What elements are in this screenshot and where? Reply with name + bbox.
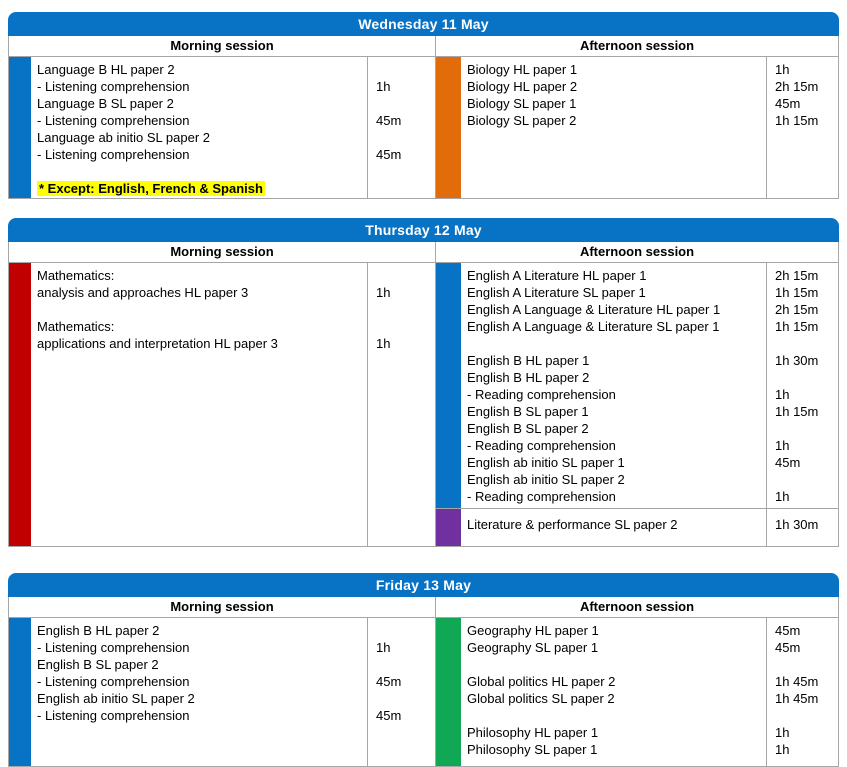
exam-line	[467, 420, 762, 437]
duration-line	[775, 639, 838, 656]
morning-session-cell	[9, 618, 435, 766]
duration-line	[775, 386, 838, 403]
exam-duration: 2h 15m	[775, 268, 819, 283]
duration-line	[376, 301, 435, 318]
exam-line	[467, 369, 762, 386]
duration-line	[376, 112, 435, 129]
afternoon-session-cell	[435, 263, 838, 546]
duration-line	[775, 112, 838, 129]
exam-duration: 1h 15m	[775, 404, 819, 419]
session-header-row	[9, 597, 838, 618]
duration-line	[376, 673, 435, 690]
exam-name: Literature & performance SL paper 2	[467, 517, 678, 532]
afternoon-color-bar	[436, 57, 461, 198]
day-header: Thursday 12 May	[8, 218, 839, 242]
exam-duration: 45m	[376, 674, 402, 689]
exam-duration: 1h	[775, 387, 790, 402]
exam-name: English B HL paper 2	[467, 370, 590, 385]
day-box	[8, 242, 839, 547]
duration-line	[775, 673, 838, 690]
exam-line	[37, 112, 363, 129]
exam-name: Geography HL paper 1	[467, 623, 599, 638]
exam-duration: 45m	[775, 96, 801, 111]
duration-line	[775, 741, 838, 758]
duration-line	[376, 61, 435, 78]
duration-line	[775, 335, 838, 352]
content-row	[9, 263, 838, 546]
exam-line	[37, 163, 363, 180]
session-block	[9, 57, 435, 198]
duration-list	[367, 618, 435, 766]
afternoon-session-header: Afternoon session	[435, 597, 838, 617]
duration-line	[775, 352, 838, 369]
exam-name: - Listening comprehension	[37, 640, 190, 655]
exam-duration: 1h	[376, 285, 391, 300]
exam-name: Philosophy SL paper 1	[467, 742, 598, 757]
exam-name: Mathematics:	[37, 268, 115, 283]
exam-name: Language ab initio SL paper 2	[37, 130, 210, 145]
exam-duration: 1h	[376, 79, 391, 94]
duration-line	[775, 471, 838, 488]
session-block	[9, 263, 435, 546]
exam-line	[37, 707, 363, 724]
duration-list	[766, 57, 838, 198]
exam-duration: 1h 30m	[775, 517, 819, 532]
exam-list	[31, 263, 367, 546]
exam-line	[467, 707, 762, 724]
exam-name: English ab initio SL paper 2	[467, 472, 625, 487]
day-table	[8, 218, 839, 547]
exam-line	[37, 61, 363, 78]
exam-line	[467, 335, 762, 352]
morning-color-bar	[9, 618, 31, 766]
content-row	[9, 618, 838, 766]
duration-line	[376, 95, 435, 112]
afternoon-session-cell	[435, 57, 838, 198]
exam-line	[467, 690, 762, 707]
duration-line	[775, 318, 838, 335]
duration-line	[775, 707, 838, 724]
exam-name: Philosophy HL paper 1	[467, 725, 599, 740]
exam-name: - Listening comprehension	[37, 79, 190, 94]
exam-duration: 2h 15m	[775, 302, 819, 317]
duration-line	[775, 78, 838, 95]
duration-line	[775, 622, 838, 639]
exam-name: - Listening comprehension	[37, 147, 190, 162]
duration-line	[775, 690, 838, 707]
exam-line	[37, 267, 363, 284]
exam-line	[467, 741, 762, 758]
exam-duration: 1h	[376, 640, 391, 655]
exam-duration: 45m	[775, 640, 801, 655]
duration-line	[775, 656, 838, 673]
exam-name: English A Literature SL paper 1	[467, 285, 646, 300]
morning-color-bar	[9, 57, 31, 198]
exam-name: Language B SL paper 2	[37, 96, 174, 111]
session-block	[9, 618, 435, 766]
duration-line	[775, 403, 838, 420]
exam-duration: 1h 15m	[775, 113, 819, 128]
exam-duration: 45m	[376, 147, 402, 162]
exam-name: English B SL paper 1	[467, 404, 589, 419]
morning-session-header: Morning session	[170, 38, 274, 53]
duration-line	[376, 180, 435, 197]
exam-name: - Listening comprehension	[37, 708, 190, 723]
duration-line	[775, 454, 838, 471]
exam-line	[37, 335, 363, 352]
exam-line	[37, 622, 363, 639]
exam-name: - Listening comprehension	[37, 674, 190, 689]
exam-line	[37, 301, 363, 318]
morning-session-header: Morning session	[170, 244, 274, 259]
duration-line	[775, 724, 838, 741]
exam-line	[467, 318, 762, 335]
exam-name: applications and interpretation HL paper 3	[37, 336, 278, 351]
duration-line	[775, 95, 838, 112]
exam-duration: 1h	[775, 725, 790, 740]
duration-line	[775, 437, 838, 454]
exam-line	[37, 639, 363, 656]
day-header: Wednesday 11 May	[8, 12, 839, 36]
exam-duration: 45m	[376, 113, 402, 128]
duration-list	[766, 509, 838, 546]
duration-line	[775, 301, 838, 318]
afternoon-session-header: Afternoon session	[435, 36, 838, 56]
exam-duration: 1h 45m	[775, 674, 819, 689]
exam-list	[461, 57, 766, 198]
exam-line	[467, 622, 762, 639]
exam-line	[37, 78, 363, 95]
exam-duration: 1h 15m	[775, 319, 819, 334]
exam-list	[461, 509, 766, 546]
exam-duration: 45m	[775, 455, 801, 470]
exam-name: English A Literature HL paper 1	[467, 268, 647, 283]
exam-list	[31, 618, 367, 766]
exam-name: Biology HL paper 2	[467, 79, 578, 94]
exception-note: * Except: English, French & Spanish	[39, 181, 263, 196]
exam-name: Biology SL paper 1	[467, 96, 577, 111]
duration-line	[376, 335, 435, 352]
duration-line	[376, 622, 435, 639]
exam-duration: 45m	[775, 623, 801, 638]
session-header-row	[9, 36, 838, 57]
duration-line	[775, 488, 838, 505]
exam-list	[461, 263, 766, 508]
exam-list	[31, 57, 367, 198]
exam-duration: 1h	[775, 742, 790, 757]
exam-name: Global politics HL paper 2	[467, 674, 616, 689]
duration-line	[775, 284, 838, 301]
exam-name: English ab initio SL paper 2	[37, 691, 195, 706]
afternoon-session-header: Afternoon session	[435, 242, 838, 262]
day-table	[8, 12, 839, 199]
exam-name: Language B HL paper 2	[37, 62, 175, 77]
duration-list	[766, 618, 838, 766]
exam-name: Biology SL paper 2	[467, 113, 577, 128]
day-header: Friday 13 May	[8, 573, 839, 597]
exam-name: English A Language & Literature HL paper 1	[467, 302, 721, 317]
duration-line	[376, 639, 435, 656]
duration-line	[376, 707, 435, 724]
exam-line	[37, 146, 363, 163]
exam-name: English A Language & Literature SL paper 1	[467, 319, 720, 334]
exam-line	[37, 673, 363, 690]
exam-duration: 1h	[376, 336, 391, 351]
day-box	[8, 36, 839, 199]
exam-line	[467, 673, 762, 690]
exam-name: English B HL paper 2	[37, 623, 160, 638]
exam-line	[37, 95, 363, 112]
exam-line	[467, 352, 762, 369]
exam-name: English B SL paper 2	[467, 421, 589, 436]
duration-line	[376, 267, 435, 284]
exam-duration: 1h 15m	[775, 285, 819, 300]
exam-line	[467, 78, 762, 95]
exam-line	[37, 690, 363, 707]
content-row	[9, 57, 838, 198]
duration-line	[775, 369, 838, 386]
duration-line	[376, 78, 435, 95]
exam-duration: 1h	[775, 438, 790, 453]
exam-line	[467, 284, 762, 301]
exam-name: - Listening comprehension	[37, 113, 190, 128]
morning-session-header: Morning session	[170, 599, 274, 614]
duration-line	[376, 163, 435, 180]
afternoon-color-bar	[436, 509, 461, 546]
exam-duration: 2h 15m	[775, 79, 819, 94]
duration-line	[376, 129, 435, 146]
exam-line	[467, 488, 762, 505]
exam-name: Geography SL paper 1	[467, 640, 599, 655]
exam-line	[37, 284, 363, 301]
exam-line	[467, 386, 762, 403]
exam-duration: 1h 45m	[775, 691, 819, 706]
exam-line	[467, 112, 762, 129]
exam-name: English B SL paper 2	[37, 657, 159, 672]
duration-line	[376, 690, 435, 707]
exam-line	[467, 471, 762, 488]
exam-duration: 1h	[775, 489, 790, 504]
morning-color-bar	[9, 263, 31, 546]
morning-session-cell	[9, 57, 435, 198]
morning-session-cell	[9, 263, 435, 546]
exam-name: - Reading comprehension	[467, 387, 616, 402]
exam-duration: 45m	[376, 708, 402, 723]
session-block	[436, 57, 838, 198]
duration-list	[367, 263, 435, 546]
duration-line	[775, 516, 838, 533]
exam-line	[467, 437, 762, 454]
day-table	[8, 573, 839, 767]
duration-line	[376, 146, 435, 163]
exam-line	[37, 318, 363, 335]
session-block	[436, 263, 838, 508]
exam-line	[467, 724, 762, 741]
exam-line	[467, 403, 762, 420]
session-header-row	[9, 242, 838, 263]
exam-line	[467, 267, 762, 284]
exam-line	[467, 656, 762, 673]
exam-name: English ab initio SL paper 1	[467, 455, 625, 470]
duration-line	[775, 61, 838, 78]
exam-line	[37, 180, 363, 197]
exam-line	[467, 95, 762, 112]
duration-list	[367, 57, 435, 198]
exam-line	[467, 639, 762, 656]
exam-line	[37, 129, 363, 146]
duration-list	[766, 263, 838, 508]
afternoon-color-bar	[436, 263, 461, 508]
exam-name: English B HL paper 1	[467, 353, 590, 368]
exam-name: analysis and approaches HL paper 3	[37, 285, 249, 300]
duration-line	[376, 284, 435, 301]
duration-line	[376, 656, 435, 673]
exam-name: Mathematics:	[37, 319, 115, 334]
exam-duration: 1h	[775, 62, 790, 77]
exam-list	[461, 618, 766, 766]
exam-duration: 1h 30m	[775, 353, 819, 368]
exam-name: Biology HL paper 1	[467, 62, 578, 77]
exam-name: - Reading comprehension	[467, 489, 616, 504]
exam-line	[467, 454, 762, 471]
exam-name: Global politics SL paper 2	[467, 691, 615, 706]
afternoon-color-bar	[436, 618, 461, 766]
session-block	[436, 508, 838, 546]
exam-line	[467, 516, 762, 533]
session-block	[436, 618, 838, 766]
duration-line	[775, 267, 838, 284]
afternoon-session-cell	[435, 618, 838, 766]
duration-line	[376, 318, 435, 335]
exam-line	[467, 301, 762, 318]
day-box	[8, 597, 839, 767]
duration-line	[775, 420, 838, 437]
exam-line	[467, 61, 762, 78]
exam-line	[37, 656, 363, 673]
exam-name: - Reading comprehension	[467, 438, 616, 453]
